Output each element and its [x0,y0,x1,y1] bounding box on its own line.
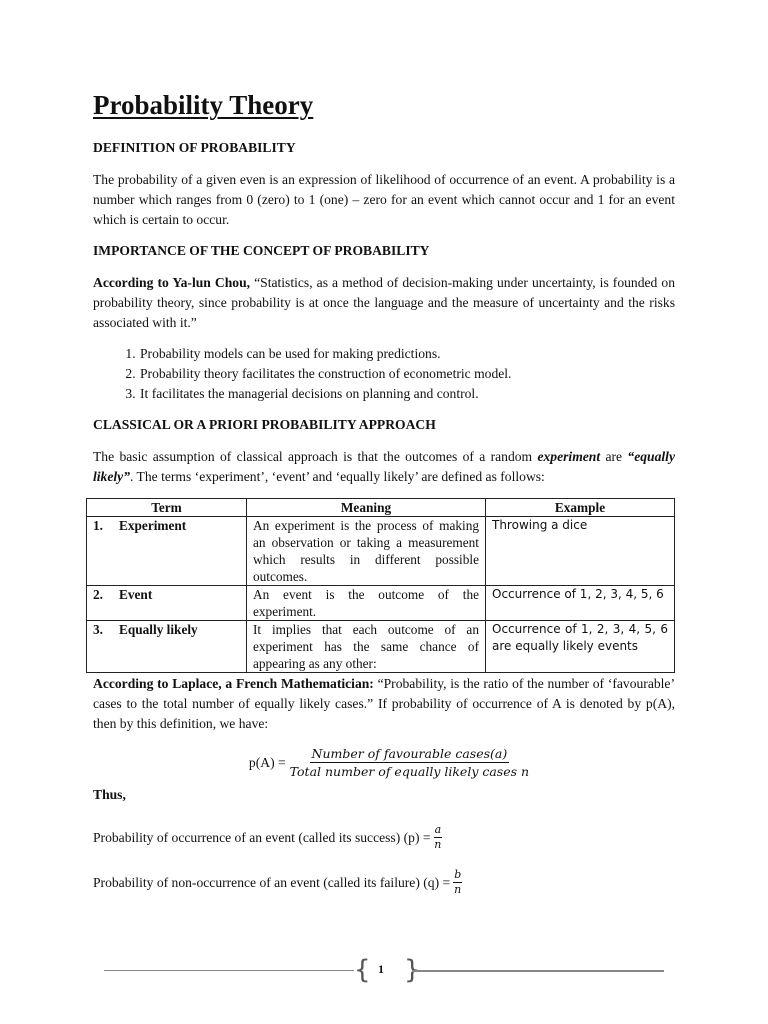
table-cell-term [87,517,247,586]
importance-list [93,344,675,404]
laplace-text: “Probability, is the ratio of the number of ‘favourable’ cases to the total number of equally likely cases.” If probability of occurrence of A is denoted by p(A), then by this definition, we have: [93,676,675,731]
table-cell-example: Occurrence of 1, 2, 3, 4, 5, 6 [486,586,675,621]
page-number: 1 [378,962,384,976]
table-cell-example: Occurrence of 1, 2, 3, 4, 5, 6 are equally likely events [486,621,675,673]
failure-denominator: n [454,883,462,896]
intro-text-start: The basic assumption of classical approach is that the outcomes of a random [93,449,538,464]
document-title: Probability Theory [93,90,314,120]
table-header-row [87,499,675,517]
table-header-meaning: Meaning [247,499,486,517]
failure-numerator: b [454,868,462,881]
table-row [87,517,675,586]
table-header-term: Term [87,499,247,517]
list-item: 3. It facilitates the managerial decisions on planning and control. [139,384,675,404]
table-cell-term [87,621,247,673]
table-header-example: Example [486,499,675,517]
failure-probability-line [93,868,675,897]
classical-heading: CLASSICAL OR A PRIORI PROBABILITY APPROACH [93,417,436,432]
formula-fraction [290,746,529,779]
success-numerator: a [434,823,442,836]
row-term: Equally likely [119,622,198,637]
list-item: 1. Probability models can be used for making predictions. [139,344,675,364]
definition-heading: DEFINITION OF PROBABILITY [93,140,296,155]
intro-text-mid: are [600,449,628,464]
row-term: Experiment [119,518,187,533]
laplace-paragraph [93,674,675,734]
document-page [93,86,675,913]
footer-divider-left [104,970,354,971]
success-probability-line [93,823,675,852]
failure-text: Probability of non-occurrence of an event (called its failure) (q) = [93,874,451,890]
chou-quote-text: “Statistics, as a method of decision-making under uncertainty, is founded on probability theory, since probability is at once the language and the measure of uncertainty and the risks associated with it.” [93,275,675,330]
row-number: 1. [93,518,103,533]
table-cell-meaning: An event is the outcome of the experiment. [247,586,486,621]
table-cell-term [87,586,247,621]
page-footer [104,956,664,986]
footer-bracket-left-icon: { [354,955,371,985]
row-term: Event [119,587,153,602]
table-row [87,586,675,621]
formula-lhs: p(A) = [248,754,286,770]
table-cell-example: Throwing a dice [486,517,675,586]
success-denominator: n [434,838,442,851]
row-number: 3. [93,622,103,637]
list-item: 2. Probability theory facilitates the construction of econometric model. [139,364,675,384]
terms-table [86,498,675,673]
intro-text-end: . The terms ‘experiment’, ‘event’ and ‘equally likely’ are defined as follows: [130,469,545,484]
classical-intro-paragraph [93,447,675,487]
success-text: Probability of occurrence of an event (called its success) (p) = [93,829,431,845]
footer-bracket-right-icon: } [404,955,421,985]
chou-quote-paragraph [93,273,675,333]
failure-fraction [453,868,462,897]
formula-numerator: Number of favourable cases(a) [311,746,508,761]
formula-denominator: Total number of equally likely cases n [289,764,530,779]
thus-label: Thus, [93,787,126,802]
table-row [87,621,675,673]
footer-divider-right [412,970,664,972]
table-cell-meaning: An experiment is the process of making an observation or taking a measurement which results in different possible outcomes. [247,517,486,586]
table-cell-meaning: It implies that each outcome of an experiment has the same chance of appearing as any other: [247,621,486,673]
definition-paragraph: The probability of a given even is an expression of likelihood of occurrence of an event. A probability is a number which ranges from 0 (zero) to 1 (one) – zero for an event which cannot occur and 1 for an event which is certain to occur. [93,172,675,227]
laplace-author: According to Laplace, a French Mathematician: [93,676,374,691]
intro-experiment-term: experiment [537,449,601,464]
row-number: 2. [93,587,103,602]
importance-heading: IMPORTANCE OF THE CONCEPT OF PROBABILITY [93,243,430,258]
chou-quote-author: According to Ya-lun Chou, [93,275,251,290]
intro-equally-likely-term: “equally likely” [93,449,675,484]
success-fraction [434,823,443,852]
probability-formula [93,746,675,779]
